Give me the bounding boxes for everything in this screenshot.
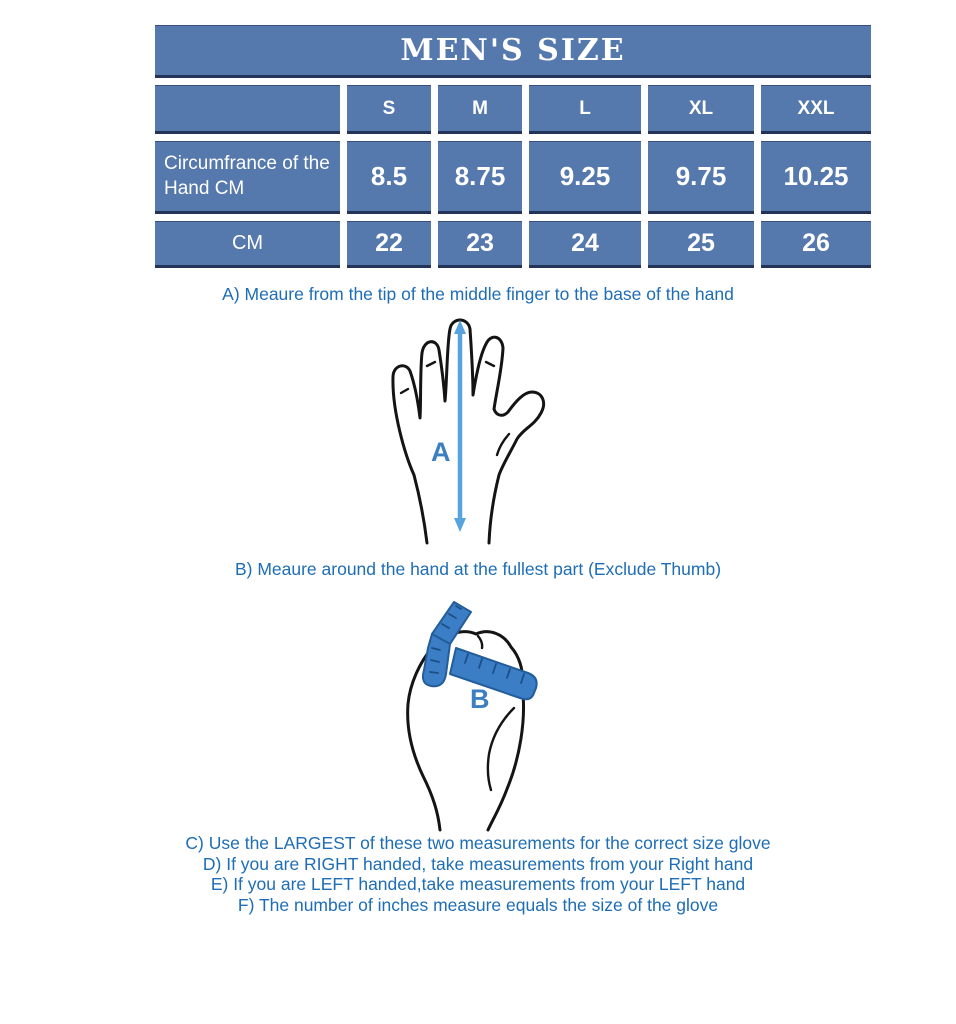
hand-measure-length-figure [383, 313, 555, 550]
tape-fold-curl [423, 634, 450, 686]
instruction-b: B) Meaure around the hand at the fullest part (Exclude Thumb) [234, 559, 722, 579]
hand-outline [393, 320, 544, 543]
cm-value-l: 24 [529, 221, 641, 268]
figure-label-a: A [431, 437, 451, 467]
cm-value-s: 22 [347, 221, 431, 268]
instruction-a: A) Meaure from the tip of the middle finger to the base of the hand [222, 284, 734, 304]
circumference-value-l: 9.25 [529, 141, 641, 214]
cm-value-m: 23 [438, 221, 522, 268]
instruction-f: F) The number of inches measure equals the size of the glove [237, 894, 719, 915]
circumference-value-s: 8.5 [347, 141, 431, 214]
table-title: MEN'S SIZE [155, 25, 871, 78]
circumference-value-xxl: 10.25 [761, 141, 871, 214]
corner-cell [155, 85, 340, 134]
cm-value-xl: 25 [648, 221, 754, 268]
size-header-s: S [347, 85, 431, 134]
circumference-value-m: 8.75 [438, 141, 522, 214]
size-header-m: M [438, 85, 522, 134]
instruction-e: E) If you are LEFT handed,take measurements from your LEFT hand [210, 874, 746, 895]
size-header-l: L [529, 85, 641, 134]
cm-value-xxl: 26 [761, 221, 871, 268]
figure-label-b: B [470, 684, 490, 714]
instruction-list [8, 833, 948, 915]
hand-measure-circumference-figure [388, 590, 550, 837]
open-hand-illustration [383, 313, 555, 545]
row-label-circumference: Circumfrance of the Hand CM [155, 141, 340, 214]
fist-illustration [388, 590, 550, 832]
instruction-c: C) Use the LARGEST of these two measurements for the correct size glove [185, 833, 771, 853]
tape-tick [430, 672, 438, 673]
size-header-xxl: XXL [761, 85, 871, 134]
size-header-xl: XL [648, 85, 754, 134]
row-label-cm: CM [155, 221, 340, 268]
mens-size-table [155, 25, 878, 268]
circumference-value-xl: 9.75 [648, 141, 754, 214]
instruction-d: D) If you are RIGHT handed, take measurements from your Right hand [202, 853, 754, 874]
